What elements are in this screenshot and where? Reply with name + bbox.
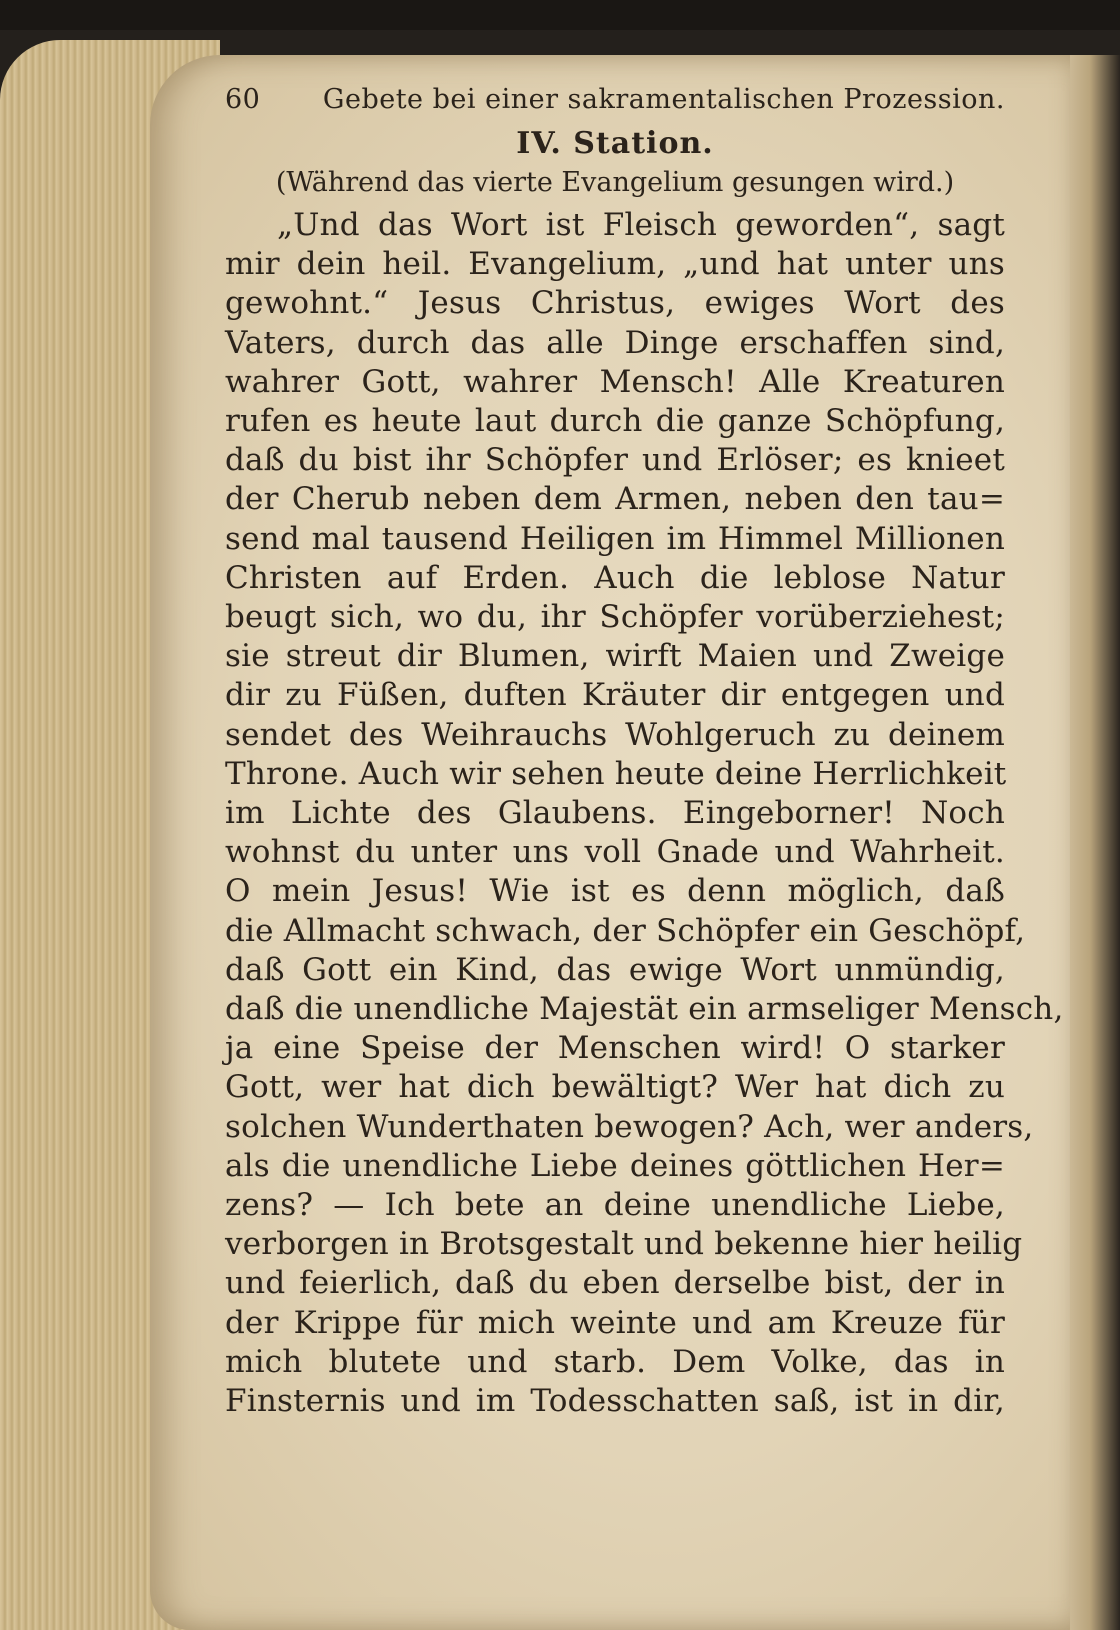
text-line: Gott, wer hat dich bewältigt? Wer hat dich zu (225, 1069, 1005, 1106)
text-line: dir zu Füßen, duften Kräuter dir entgegen und (225, 677, 1005, 714)
text-line: daß Gott ein Kind, das ewige Wort unmündig, (225, 951, 1005, 988)
text-line: zens? — Ich bete an deine unendliche Liebe, (225, 1187, 1005, 1224)
text-line: der Cherub neben dem Armen, neben den tau= (225, 481, 1005, 518)
text-line: Christen auf Erden. Auch die leblose Natur (225, 559, 1005, 596)
text-line: Finsternis und im Todesschatten saß, ist in dir, (225, 1383, 1005, 1420)
text-line: gewohnt.“ Jesus Christus, ewiges Wort des (225, 285, 1005, 322)
page-text (225, 82, 1064, 1421)
text-line: verborgen in Brotsgestalt und bekenne hier heilig (225, 1226, 1023, 1263)
book-gutter (1070, 55, 1120, 1630)
text-line: solchen Wunderthaten bewogen? Ach, wer anders, (225, 1108, 1034, 1145)
text-line: daß du bist ihr Schöpfer und Erlöser; es knieet (225, 442, 1005, 479)
text-line: als die unendliche Liebe deines göttlichen Her= (225, 1147, 1005, 1184)
text-line: und feierlich, daß du eben derselbe bist, der in (225, 1265, 1005, 1302)
text-line: im Lichte des Glaubens. Eingeborner! Noch (225, 795, 1005, 832)
text-line: send mal tausend Heiligen im Himmel Millionen (225, 520, 1005, 557)
section-title: IV. Station. (516, 126, 714, 161)
section-subtitle: (Während das vierte Evangelium gesungen wird.) (275, 167, 955, 198)
text-line: wohnst du unter uns voll Gnade und Wahrheit. (225, 834, 1005, 871)
text-line: daß die unendliche Majestät ein armseliger Mensch, (225, 991, 1064, 1028)
text-line: mich blutete und starb. Dem Volke, das in (225, 1343, 1005, 1380)
text-line: beugt sich, wo du, ihr Schöpfer vorüberziehest; (225, 599, 1005, 636)
text-line: die Allmacht schwach, der Schöpfer ein Geschöpf, (225, 912, 1026, 949)
page-number: 60 (225, 84, 261, 115)
body-text (225, 206, 1064, 1421)
text-line: „Und das Wort ist Fleisch geworden“, sagt (277, 207, 1005, 243)
running-title: Gebete bei einer sakramentalischen Prozession. (322, 84, 1005, 115)
running-header (225, 82, 1005, 118)
text-line: rufen es heute laut durch die ganze Schöpfung, (225, 403, 1005, 440)
text-line: der Krippe für mich weinte und am Kreuze für (225, 1304, 1005, 1341)
text-line: Throne. Auch wir sehen heute deine Herrlichkeit (225, 755, 1007, 792)
text-line: sendet des Weihrauchs Wohlgeruch zu deinem (225, 716, 1005, 753)
text-line: sie streut dir Blumen, wirft Maien und Zweige (225, 638, 1005, 675)
text-line: O mein Jesus! Wie ist es denn möglich, daß (225, 873, 1005, 910)
text-line: mir dein heil. Evangelium, „und hat unter uns (225, 246, 1005, 283)
text-line: wahrer Gott, wahrer Mensch! Alle Kreaturen (225, 363, 1005, 400)
text-line: ja eine Speise der Menschen wird! O starker (225, 1030, 1005, 1067)
text-line: Vaters, durch das alle Dinge erschaffen sind, (225, 324, 1005, 361)
